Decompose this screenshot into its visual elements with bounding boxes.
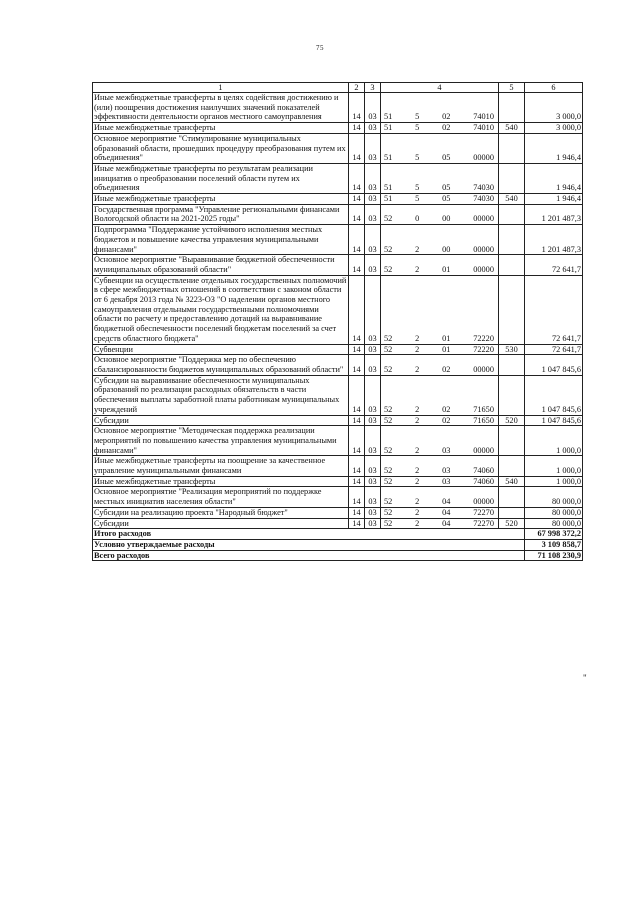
code-part: 2 xyxy=(415,364,420,374)
amount: 80 000,0 xyxy=(525,507,583,518)
expense-type-code: 520 xyxy=(499,518,525,529)
amount: 72 641,7 xyxy=(525,255,583,275)
subsection-code: 03 xyxy=(365,375,381,415)
code-part: 05 xyxy=(442,194,451,204)
table-row xyxy=(93,275,583,344)
code-part: 02 xyxy=(442,404,451,414)
subsection-code: 03 xyxy=(365,133,381,163)
table-row xyxy=(93,375,583,415)
expense-type-code xyxy=(499,487,525,507)
code-part: 02 xyxy=(442,123,451,133)
amount: 1 047 845,6 xyxy=(525,375,583,415)
total-label: Всего расходов xyxy=(93,550,525,561)
header-cell: 1 xyxy=(93,83,349,93)
code-part: 2 xyxy=(415,244,420,254)
target-article-code xyxy=(381,204,499,224)
section-code: 14 xyxy=(349,163,365,193)
section-code: 14 xyxy=(349,93,365,123)
table-row xyxy=(93,133,583,163)
amount: 1 000,0 xyxy=(525,426,583,456)
expense-type-code xyxy=(499,133,525,163)
subsection-code: 03 xyxy=(365,204,381,224)
expense-type-code: 540 xyxy=(499,123,525,134)
row-name: Государственная программа "Управление региональными финансами Вологодской области на 2021-2025 годы" xyxy=(93,204,349,224)
code-part: 74010 xyxy=(473,112,494,122)
code-part: 2 xyxy=(415,415,420,425)
section-code: 14 xyxy=(349,344,365,355)
header-cell: 2 xyxy=(349,83,365,93)
row-name: Иные межбюджетные трансферты xyxy=(93,123,349,134)
amount: 1 201 487,3 xyxy=(525,204,583,224)
code-part: 5 xyxy=(415,112,420,122)
code-part: 71650 xyxy=(473,404,494,414)
target-article-code xyxy=(381,93,499,123)
amount: 72 641,7 xyxy=(525,275,583,344)
row-name: Субсидии на выравнивание обеспеченности муниципальных образований по реализации расходных обязательств в части обеспечения выплаты заработной платы работникам муниципальных учреждений xyxy=(93,375,349,415)
header-cell: 5 xyxy=(499,83,525,93)
closing-quote-mark: " xyxy=(583,673,587,683)
amount: 1 946,4 xyxy=(525,133,583,163)
section-code: 14 xyxy=(349,487,365,507)
code-part: 51 xyxy=(384,112,393,122)
section-code: 14 xyxy=(349,415,365,426)
amount: 80 000,0 xyxy=(525,487,583,507)
target-article-code xyxy=(381,355,499,375)
code-part: 52 xyxy=(384,518,393,528)
code-part: 00 xyxy=(442,244,451,254)
amount: 1 000,0 xyxy=(525,456,583,476)
code-part: 5 xyxy=(415,123,420,133)
target-article-code xyxy=(381,507,499,518)
code-part: 72270 xyxy=(473,507,494,517)
amount: 1 047 845,6 xyxy=(525,355,583,375)
code-part: 2 xyxy=(415,264,420,274)
expense-type-code: 530 xyxy=(499,344,525,355)
subsection-code: 03 xyxy=(365,507,381,518)
code-part: 51 xyxy=(384,194,393,204)
expense-type-code xyxy=(499,355,525,375)
code-part: 52 xyxy=(384,415,393,425)
total-row xyxy=(93,529,583,540)
row-name: Иные межбюджетные трансферты xyxy=(93,194,349,205)
code-part: 2 xyxy=(415,333,420,343)
target-article-code xyxy=(381,487,499,507)
code-part: 2 xyxy=(415,518,420,528)
row-name: Иные межбюджетные трансферты по результатам реализации инициатив о преобразовании поселений области путем их объединения xyxy=(93,163,349,193)
row-name: Основное мероприятие "Стимулирование муниципальных образований области, прошедших процедуру преобразования путем их объединения" xyxy=(93,133,349,163)
section-code: 14 xyxy=(349,275,365,344)
row-name: Субсидии на реализацию проекта "Народный бюджет" xyxy=(93,507,349,518)
total-row xyxy=(93,550,583,561)
code-part: 2 xyxy=(415,445,420,455)
section-code: 14 xyxy=(349,255,365,275)
code-part: 03 xyxy=(442,445,451,455)
code-part: 51 xyxy=(384,153,393,163)
row-name: Основное мероприятие "Поддержка мер по обеспечению сбалансированности бюджетов муниципальных образований области" xyxy=(93,355,349,375)
amount: 1 047 845,6 xyxy=(525,415,583,426)
amount: 80 000,0 xyxy=(525,518,583,529)
target-article-code xyxy=(381,476,499,487)
expense-type-code: 540 xyxy=(499,476,525,487)
expense-type-code xyxy=(499,225,525,255)
code-part: 52 xyxy=(384,404,393,414)
code-part: 0 xyxy=(415,214,420,224)
table-row xyxy=(93,344,583,355)
subsection-code: 03 xyxy=(365,518,381,529)
amount: 1 946,4 xyxy=(525,194,583,205)
amount: 1 201 487,3 xyxy=(525,225,583,255)
row-name: Основное мероприятие "Выравнивание бюджетной обеспеченности муниципальных образований области" xyxy=(93,255,349,275)
subsection-code: 03 xyxy=(365,194,381,205)
table-row xyxy=(93,507,583,518)
expense-type-code xyxy=(499,163,525,193)
row-name: Субвенции на осуществление отдельных государственных полномочий в сфере межбюджетных отношений в соответствии с законом области от 6 декабря 2013 года № 3223-ОЗ "О наделении органов местного самоуправления отдельными государственными полномочиями области по расчету и предоставлению дотаций на выравнивание бюджетной обеспеченности поселений бюджетам поселений за счет средств областного бюджета" xyxy=(93,275,349,344)
expense-type-code xyxy=(499,255,525,275)
code-part: 00000 xyxy=(473,497,494,507)
target-article-code xyxy=(381,415,499,426)
amount: 72 641,7 xyxy=(525,344,583,355)
row-name: Основное мероприятие "Методическая поддержка реализации мероприятий по повышению качества управления муниципальными финансами" xyxy=(93,426,349,456)
row-name: Субсидии xyxy=(93,415,349,426)
section-code: 14 xyxy=(349,375,365,415)
code-part: 72220 xyxy=(473,344,494,354)
code-part: 03 xyxy=(442,466,451,476)
code-part: 01 xyxy=(442,333,451,343)
code-part: 00000 xyxy=(473,445,494,455)
subsection-code: 03 xyxy=(365,456,381,476)
header-cell: 3 xyxy=(365,83,381,93)
subsection-code: 03 xyxy=(365,123,381,134)
subsection-code: 03 xyxy=(365,93,381,123)
code-part: 00000 xyxy=(473,214,494,224)
subsection-code: 03 xyxy=(365,487,381,507)
code-part: 52 xyxy=(384,344,393,354)
row-name: Иные межбюджетные трансферты на поощрение за качественное управление муниципальными финансами xyxy=(93,456,349,476)
table-row xyxy=(93,225,583,255)
table-row xyxy=(93,476,583,487)
total-row xyxy=(93,539,583,550)
code-part: 00000 xyxy=(473,364,494,374)
target-article-code xyxy=(381,163,499,193)
expense-type-code xyxy=(499,204,525,224)
page-number: 75 xyxy=(316,44,324,52)
code-part: 74060 xyxy=(473,476,494,486)
table-row xyxy=(93,426,583,456)
table-row xyxy=(93,255,583,275)
code-part: 2 xyxy=(415,404,420,414)
subsection-code: 03 xyxy=(365,355,381,375)
target-article-code xyxy=(381,133,499,163)
code-part: 5 xyxy=(415,183,420,193)
section-code: 14 xyxy=(349,518,365,529)
subsection-code: 03 xyxy=(365,163,381,193)
code-part: 02 xyxy=(442,364,451,374)
section-code: 14 xyxy=(349,507,365,518)
expense-type-code xyxy=(499,275,525,344)
code-part: 04 xyxy=(442,518,451,528)
code-part: 2 xyxy=(415,507,420,517)
code-part: 2 xyxy=(415,466,420,476)
section-code: 14 xyxy=(349,133,365,163)
section-code: 14 xyxy=(349,426,365,456)
code-part: 74030 xyxy=(473,183,494,193)
section-code: 14 xyxy=(349,456,365,476)
target-article-code xyxy=(381,518,499,529)
amount: 1 946,4 xyxy=(525,163,583,193)
code-part: 72220 xyxy=(473,333,494,343)
target-article-code xyxy=(381,123,499,134)
code-part: 52 xyxy=(384,507,393,517)
section-code: 14 xyxy=(349,123,365,134)
table-row xyxy=(93,518,583,529)
section-code: 14 xyxy=(349,204,365,224)
code-part: 05 xyxy=(442,183,451,193)
code-part: 2 xyxy=(415,344,420,354)
code-part: 02 xyxy=(442,112,451,122)
expense-type-code: 520 xyxy=(499,415,525,426)
target-article-code xyxy=(381,375,499,415)
table-body xyxy=(93,83,583,561)
section-code: 14 xyxy=(349,194,365,205)
target-article-code xyxy=(381,255,499,275)
code-part: 2 xyxy=(415,476,420,486)
code-part: 52 xyxy=(384,264,393,274)
code-part: 52 xyxy=(384,333,393,343)
code-part: 74060 xyxy=(473,466,494,476)
header-row xyxy=(93,83,583,93)
row-name: Субсидии xyxy=(93,518,349,529)
code-part: 5 xyxy=(415,194,420,204)
section-code: 14 xyxy=(349,225,365,255)
code-part: 51 xyxy=(384,123,393,133)
code-part: 01 xyxy=(442,344,451,354)
table-row xyxy=(93,123,583,134)
code-part: 52 xyxy=(384,497,393,507)
target-article-code xyxy=(381,456,499,476)
code-part: 2 xyxy=(415,497,420,507)
table-row xyxy=(93,194,583,205)
row-name: Подпрограмма "Поддержание устойчивого исполнения местных бюджетов и повышение качества управления муниципальными финансами" xyxy=(93,225,349,255)
subsection-code: 03 xyxy=(365,415,381,426)
expense-type-code xyxy=(499,426,525,456)
code-part: 04 xyxy=(442,507,451,517)
total-label: Итого расходов xyxy=(93,529,525,540)
expenditure-table xyxy=(92,82,583,561)
row-name: Субвенции xyxy=(93,344,349,355)
subsection-code: 03 xyxy=(365,275,381,344)
subsection-code: 03 xyxy=(365,344,381,355)
total-amount: 71 108 230,9 xyxy=(525,550,583,561)
target-article-code xyxy=(381,426,499,456)
code-part: 02 xyxy=(442,415,451,425)
code-part: 05 xyxy=(442,153,451,163)
total-amount: 67 998 372,2 xyxy=(525,529,583,540)
row-name: Иные межбюджетные трансферты xyxy=(93,476,349,487)
code-part: 52 xyxy=(384,466,393,476)
target-article-code xyxy=(381,194,499,205)
row-name: Иные межбюджетные трансферты в целях содействия достижению и (или) поощрения достижения наилучших значений показателей эффективности деятельности органов местного самоуправления xyxy=(93,93,349,123)
amount: 3 000,0 xyxy=(525,93,583,123)
section-code: 14 xyxy=(349,476,365,487)
expense-type-code xyxy=(499,375,525,415)
amount: 1 000,0 xyxy=(525,476,583,487)
table-row xyxy=(93,487,583,507)
code-part: 01 xyxy=(442,264,451,274)
subsection-code: 03 xyxy=(365,476,381,487)
code-part: 52 xyxy=(384,476,393,486)
table-row xyxy=(93,456,583,476)
section-code: 14 xyxy=(349,355,365,375)
target-article-code xyxy=(381,344,499,355)
code-part: 00000 xyxy=(473,264,494,274)
code-part: 52 xyxy=(384,244,393,254)
code-part: 72270 xyxy=(473,518,494,528)
amount: 3 000,0 xyxy=(525,123,583,134)
code-part: 52 xyxy=(384,445,393,455)
code-part: 74010 xyxy=(473,123,494,133)
code-part: 52 xyxy=(384,364,393,374)
total-amount: 3 109 858,7 xyxy=(525,539,583,550)
code-part: 00000 xyxy=(473,153,494,163)
header-cell: 6 xyxy=(525,83,583,93)
table-row xyxy=(93,415,583,426)
table-row xyxy=(93,355,583,375)
expense-type-code xyxy=(499,456,525,476)
expense-type-code xyxy=(499,93,525,123)
expense-type-code xyxy=(499,507,525,518)
table-row xyxy=(93,93,583,123)
subsection-code: 03 xyxy=(365,426,381,456)
row-name: Основное мероприятие "Реализация мероприятий по поддержке местных инициатив населения области" xyxy=(93,487,349,507)
table-row xyxy=(93,163,583,193)
header-cell: 4 xyxy=(381,83,499,93)
code-part: 03 xyxy=(442,476,451,486)
code-part: 71650 xyxy=(473,415,494,425)
code-part: 00 xyxy=(442,214,451,224)
code-part: 51 xyxy=(384,183,393,193)
subsection-code: 03 xyxy=(365,255,381,275)
code-part: 5 xyxy=(415,153,420,163)
subsection-code: 03 xyxy=(365,225,381,255)
code-part: 00000 xyxy=(473,244,494,254)
target-article-code xyxy=(381,225,499,255)
code-part: 04 xyxy=(442,497,451,507)
expense-type-code: 540 xyxy=(499,194,525,205)
table-row xyxy=(93,204,583,224)
target-article-code xyxy=(381,275,499,344)
code-part: 74030 xyxy=(473,194,494,204)
code-part: 52 xyxy=(384,214,393,224)
total-label: Условно утверждаемые расходы xyxy=(93,539,525,550)
